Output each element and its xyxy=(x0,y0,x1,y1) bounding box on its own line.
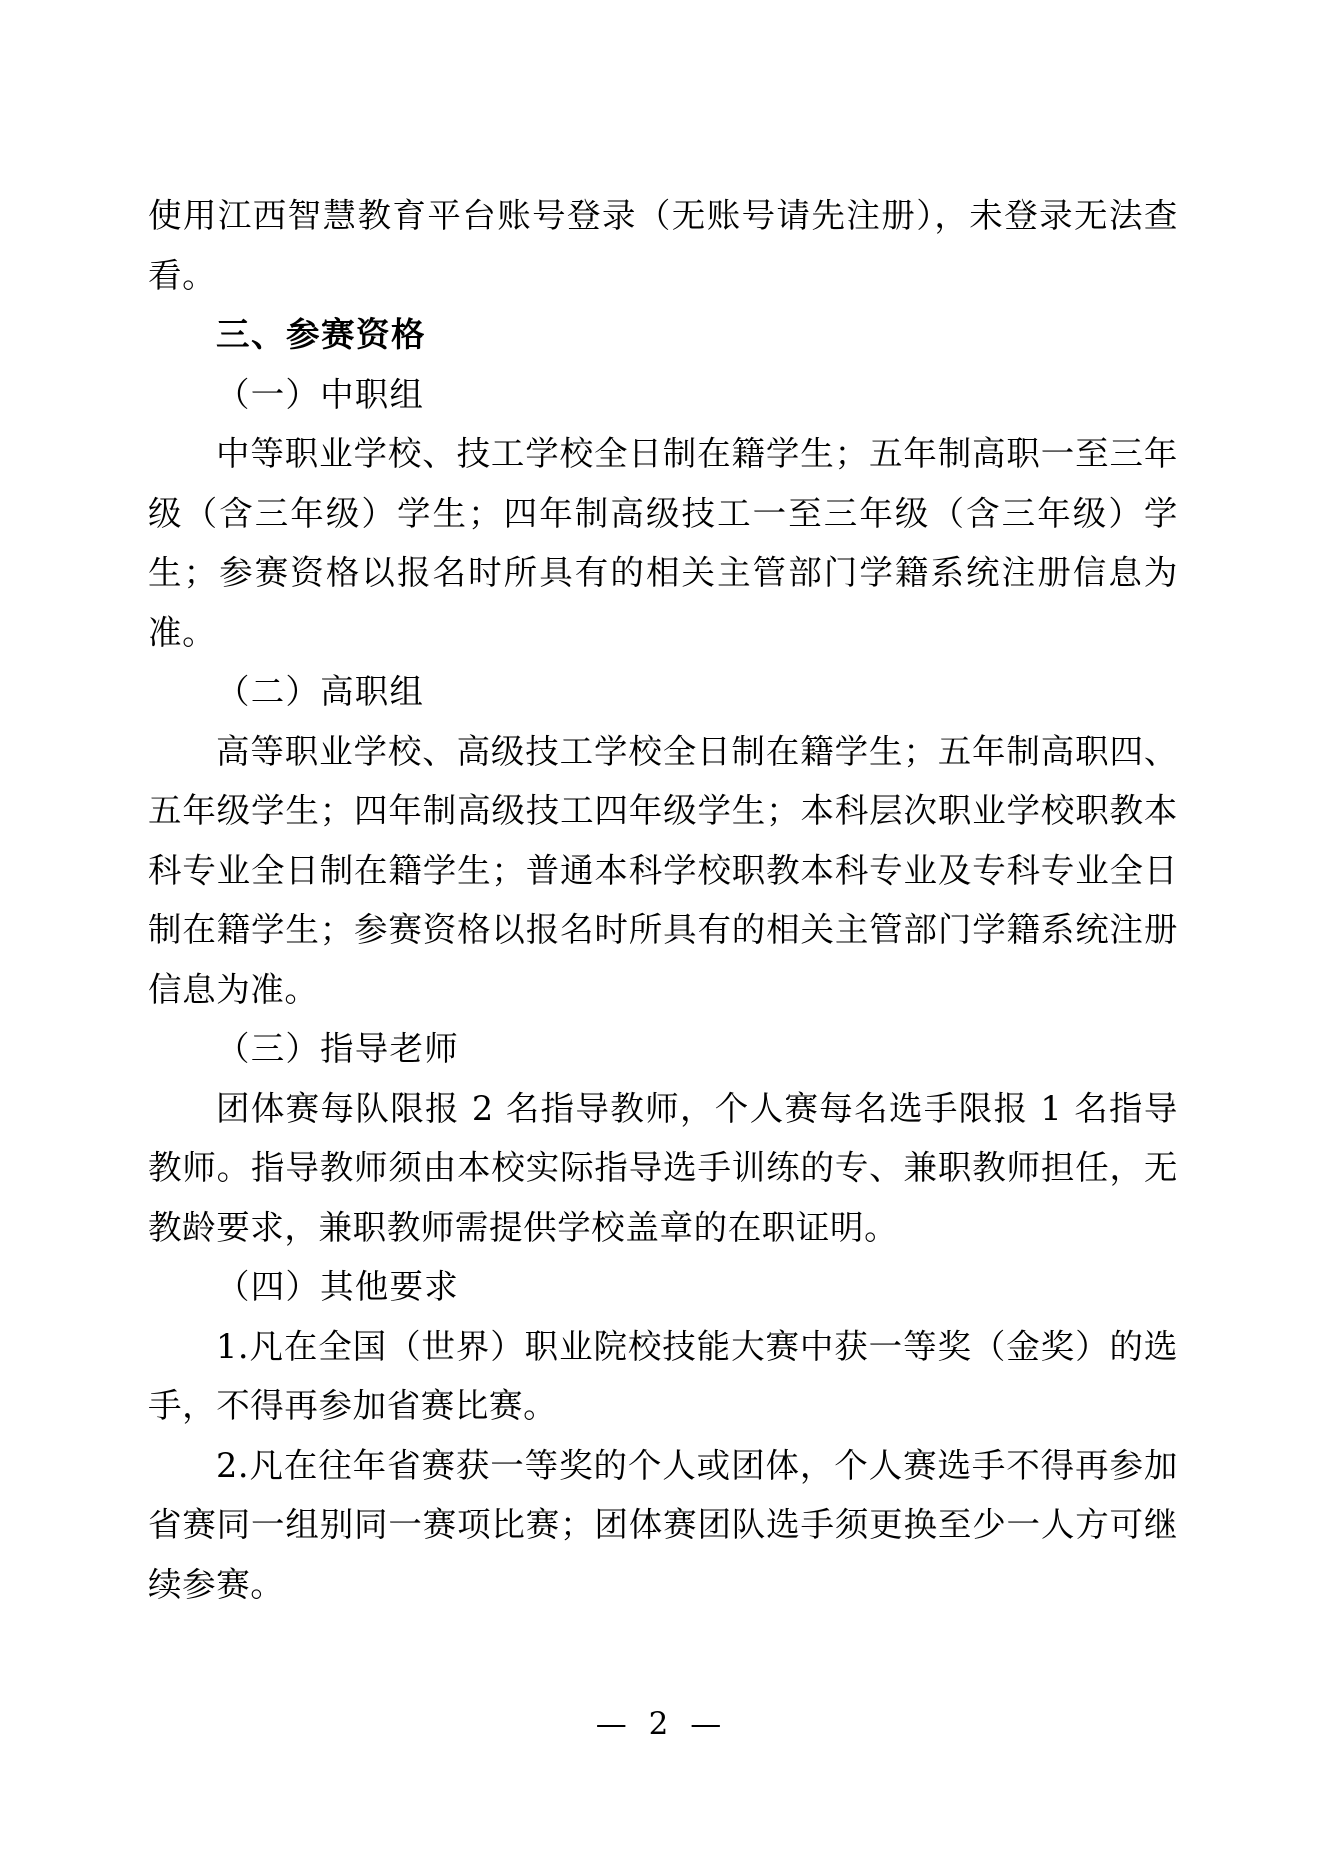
document-text-block xyxy=(148,186,1178,1614)
other-requirement-item-1: 1.凡在全国（世界）职业院校技能大赛中获一等奖（金奖）的选手，不得再参加省赛比赛。 xyxy=(148,1326,1178,1425)
subsection-heading-gaozhizu: （二）高职组 xyxy=(216,672,425,711)
page-number-footer: — 2 — xyxy=(595,1706,728,1742)
subsection-heading-qitayaoqiu: （四）其他要求 xyxy=(216,1267,459,1306)
continued-paragraph: 使用江西智慧教育平台账号登录（无账号请先注册），未登录无法查看。 xyxy=(148,196,1178,295)
subsection-heading-zhongzhizu: （一）中职组 xyxy=(216,374,425,414)
subsection-paragraph-zhongzhizu: 中等职业学校、技工学校全日制在籍学生；五年制高职一至三年级（含三年级）学生；四年制高级技工一至三年级（含三年级）学生；参赛资格以报名时所具有的相关主管部门学籍系统注册信息为准。 xyxy=(148,434,1178,652)
section-heading-canshi-zige: 三、参赛资格 xyxy=(216,315,426,354)
subsection-paragraph-zhidaolaoshi: 团体赛每队限报 2 名指导教师，个人赛每名选手限报 1 名指导教师。指导教师须由本校实际指导选手训练的专、兼职教师担任，无教龄要求，兼职教师需提供学校盖章的在职证明。 xyxy=(148,1088,1178,1247)
subsection-paragraph-gaozhizu: 高等职业学校、高级技工学校全日制在籍学生；五年制高职四、五年级学生；四年制高级技工四年级学生；本科层次职业学校职教本科专业全日制在籍学生；普通本科学校职教本科专业及专科专业全日制在籍学生；参赛资格以报名时所具有的相关主管部门学籍系统注册信息为准。 xyxy=(148,731,1178,1009)
subsection-heading-zhidaolaoshi: （三）指导老师 xyxy=(216,1029,459,1068)
other-requirement-item-2: 2.凡在往年省赛获一等奖的个人或团体，个人赛选手不得再参加省赛同一组别同一赛项比赛；团体赛团队选手须更换至少一人方可继续参赛。 xyxy=(148,1445,1178,1604)
